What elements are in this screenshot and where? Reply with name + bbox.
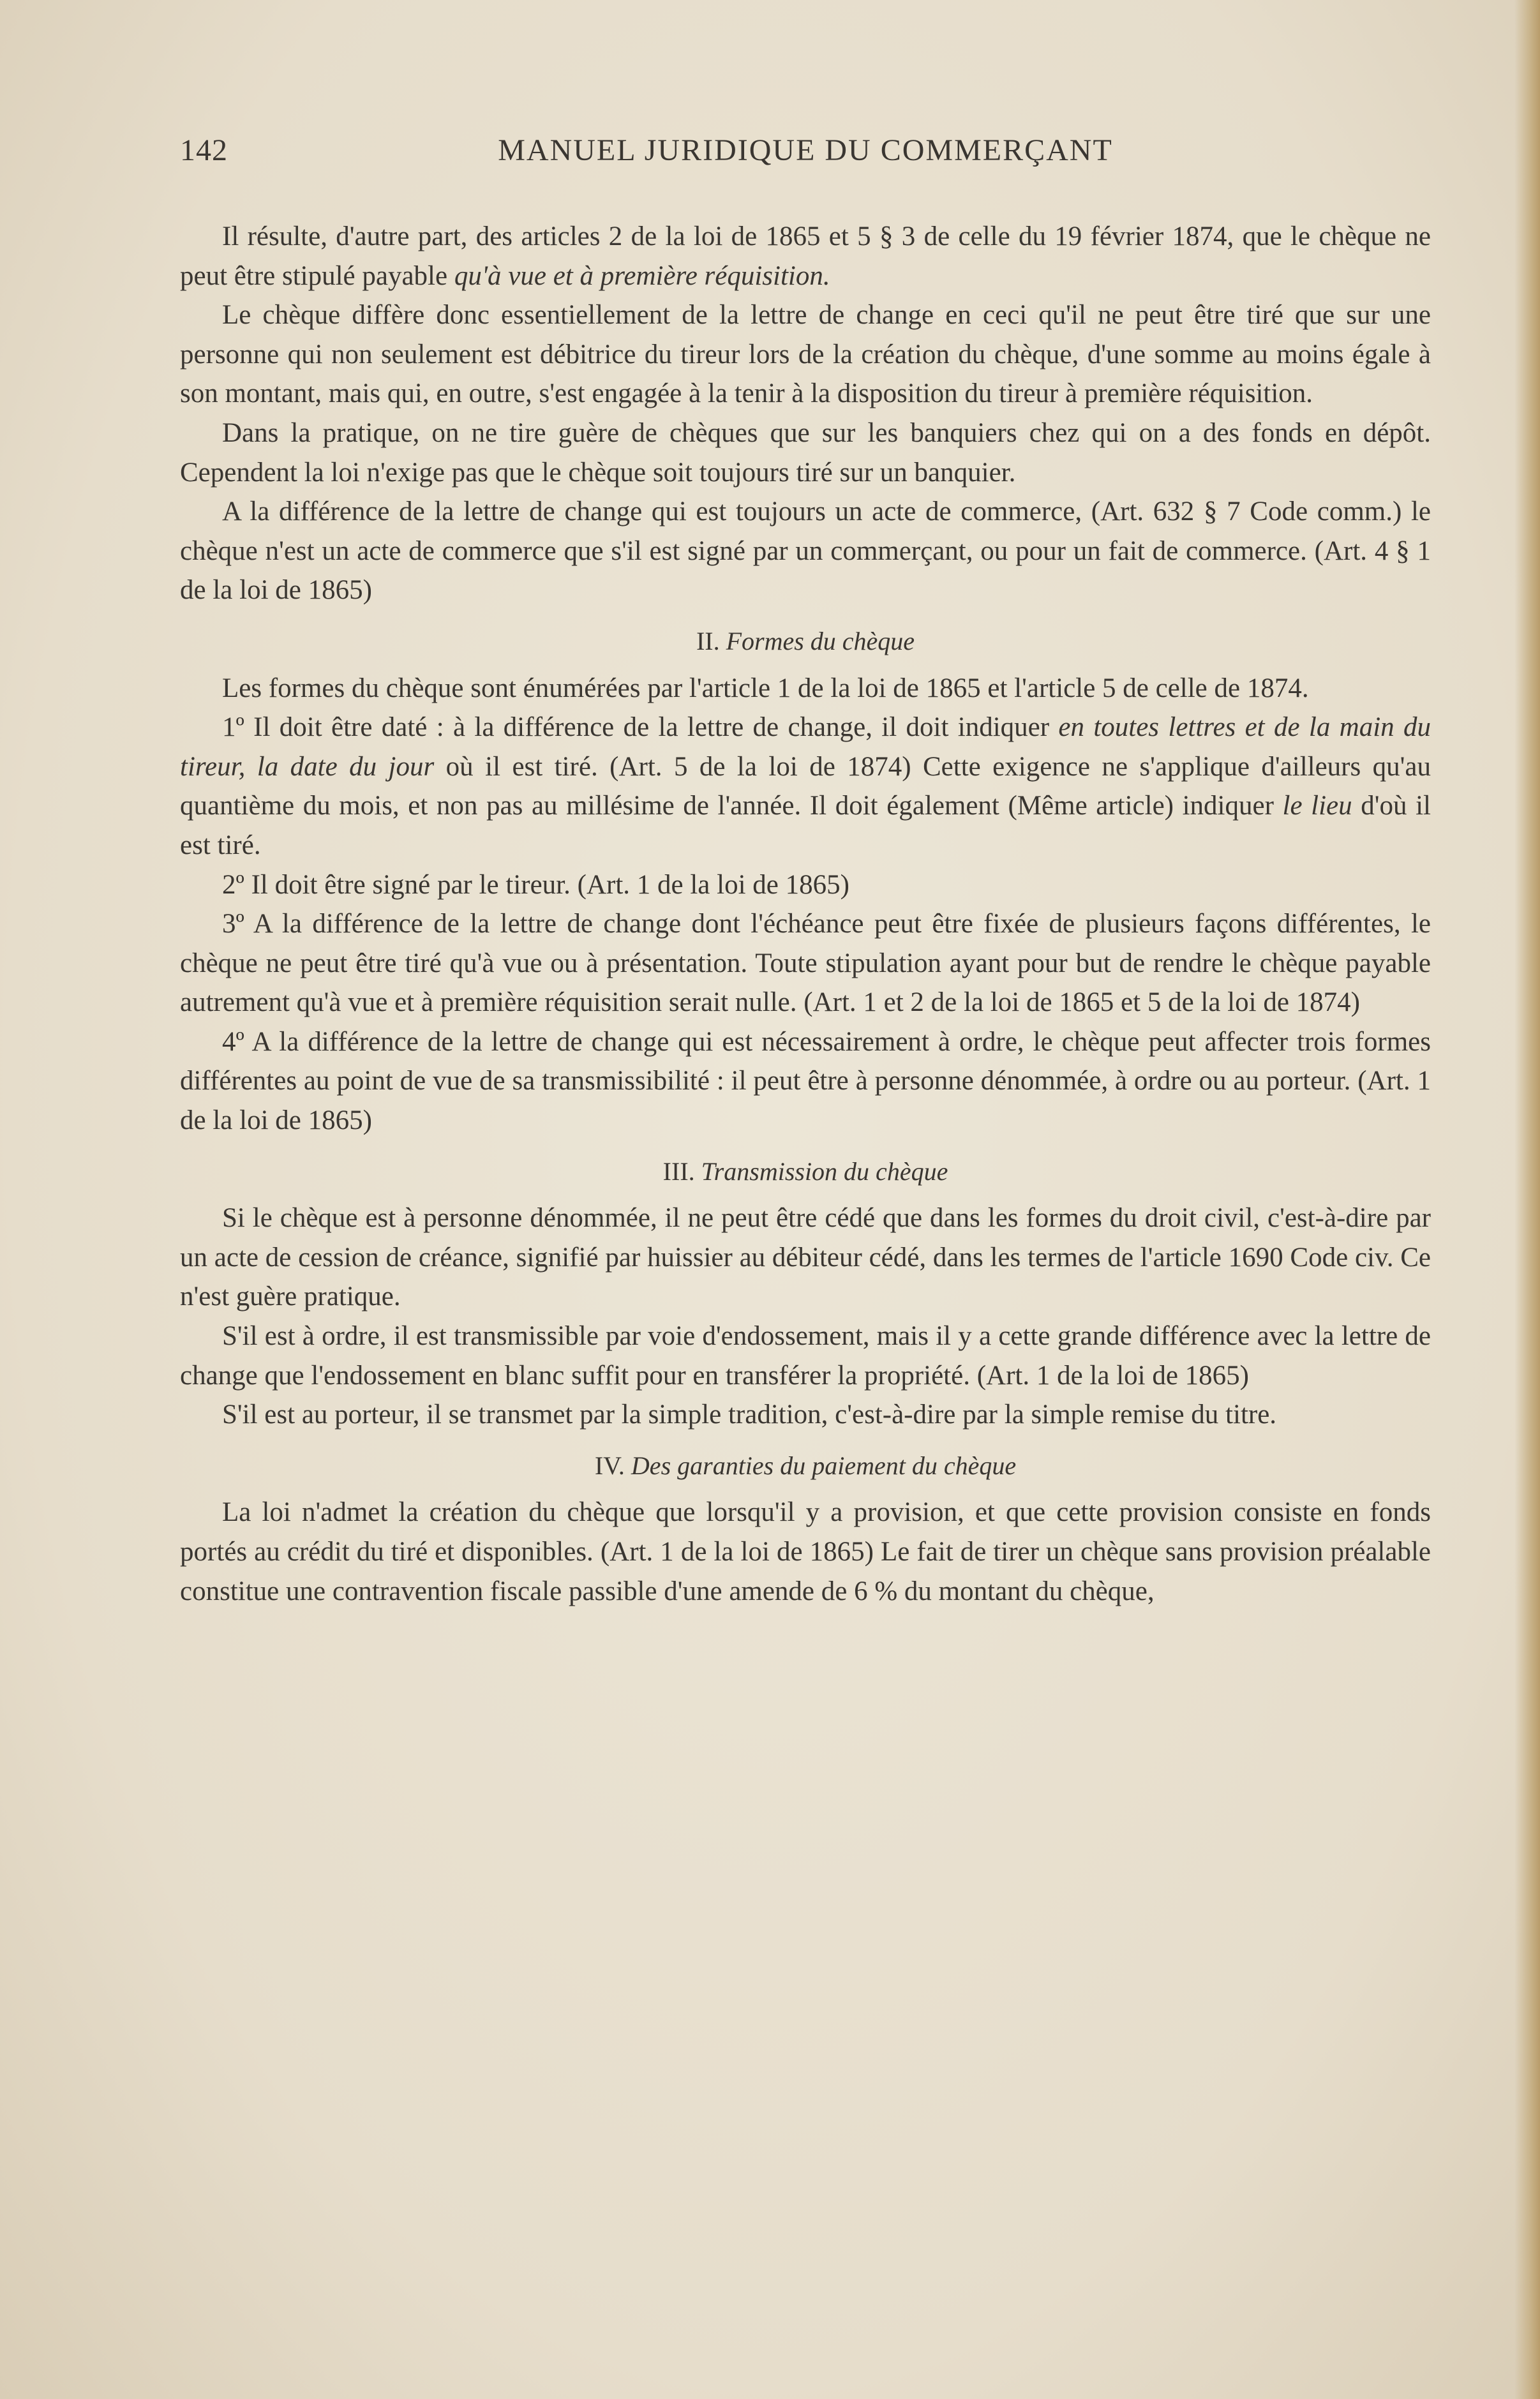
section-title: Des garanties du paiement du chèque — [631, 1451, 1017, 1480]
section-title: Formes du chèque — [726, 626, 915, 655]
paragraph — [180, 708, 1431, 865]
paragraph: 3º A la différence de la lettre de change dont l'échéance peut être fixée de plusieurs façons différentes, le chèque ne peut être tiré qu'à vue ou à présentation. Toute stipulation ayant pour but de rendre le chèque payable autrement qu'à vue et à première réquisition serait nulle. (Art. 1 et 2 de la loi de 1865 et 5 de la loi de 1874) — [180, 909, 1431, 1018]
paragraph-emphasis: le lieu — [1282, 791, 1352, 821]
section-heading — [180, 1140, 1431, 1199]
paragraph: 2º Il doit être signé par le tireur. (Art. 1 de la loi de 1865) — [222, 869, 849, 900]
section-heading — [180, 1435, 1431, 1493]
page-edge — [1514, 0, 1540, 2399]
section-number: III. — [662, 1156, 695, 1186]
section-title: Transmission du chèque — [701, 1156, 948, 1186]
paragraph-text: d'où il est tiré. — [180, 791, 1431, 860]
paragraph: La loi n'admet la création du chèque que lorsqu'il y a provision, et que cette provision consiste en fonds portés au crédit du tiré et disponibles. (Art. 1 de la loi de 1865) Le fait de tirer un chèque sans provision préalable constitue une contravention fiscale passible d'une amende de 6 % du montant du chèque, — [180, 1497, 1431, 1606]
paragraph-text: où il est tiré. (Art. 5 de la loi de 1874) Cette exigence ne s'applique d'ailleurs qu'au quantième du mois, et non pas au millésime de l'année. Il doit également (Même article) indiquer — [180, 751, 1431, 821]
paragraph: Dans la pratique, on ne tire guère de chèques que sur les banquiers chez qui on a des fonds en dépôt. Cependent la loi n'exige pas que le chèque soit toujours tiré sur un banquier. — [180, 417, 1431, 488]
paragraph-emphasis: qu'à vue et à première réquisition. — [454, 260, 830, 291]
section-number: IV. — [594, 1451, 625, 1480]
section-heading — [180, 610, 1431, 669]
paragraph: S'il est au porteur, il se transmet par la simple tradition, c'est-à-dire par la simple remise du titre. — [222, 1400, 1277, 1430]
paragraph: Le chèque diffère donc essentiellement de la lettre de change en ceci qu'il ne peut être tiré que sur une personne qui non seulement est débitrice du tireur lors de la création du chèque, d'une somme au moins égale à son montant, mais qui, en outre, s'est engagée à la tenir à la disposition du tireur à première réquisition. — [180, 300, 1431, 409]
paragraph-text: 1º Il doit être daté : à la différence de la lettre de change, il doit indiquer — [222, 712, 1059, 743]
paragraph: Les formes du chèque sont énumérées par l'article 1 de la loi de 1865 et l'article 5 de celle de 1874. — [222, 673, 1309, 703]
paragraph-emphasis: en toutes lettres et de la main du tireur, la date du jour — [180, 712, 1431, 782]
page-number: 142 — [180, 133, 228, 167]
paragraph: 4º A la différence de la lettre de change qui est nécessairement à ordre, le chèque peut affecter trois formes différentes au point de vue de sa transmissibilité : il peut être à personne dénommée, à ordre ou au porteur. (Art. 1 de la loi de 1865) — [180, 1026, 1431, 1136]
paragraph — [180, 217, 1431, 295]
page-header — [180, 133, 1431, 177]
section-number: II. — [696, 626, 720, 655]
paragraph: S'il est à ordre, il est transmissible par voie d'endossement, mais il y a cette grande différence avec la lettre de change que l'endossement en blanc suffit pour en transférer la propriété. (Art. 1 de la loi de 1865) — [180, 1321, 1431, 1391]
paragraph: Si le chèque est à personne dénommée, il ne peut être cédé que dans les formes du droit civil, c'est-à-dire par un acte de cession de créance, signifié par huissier au débiteur cédé, dans les termes de l'article 1690 Code civ. Ce n'est guère pratique. — [180, 1203, 1431, 1312]
paragraph: A la différence de la lettre de change qui est toujours un acte de commerce, (Art. 632 § 7 Code comm.) le chèque n'est un acte de commerce que s'il est signé par un commerçant, ou pour un fait de commerce. (Art. 4 § 1 de la loi de 1865) — [180, 497, 1431, 606]
running-title: MANUEL JURIDIQUE DU COMMERÇANT — [498, 133, 1113, 167]
paragraph-text: Il résulte, d'autre part, des articles 2 de la loi de 1865 et 5 § 3 de celle du 19 février 1874, que le chèque ne peut être stipulé payable — [180, 221, 1431, 291]
page-body — [180, 217, 1431, 1611]
